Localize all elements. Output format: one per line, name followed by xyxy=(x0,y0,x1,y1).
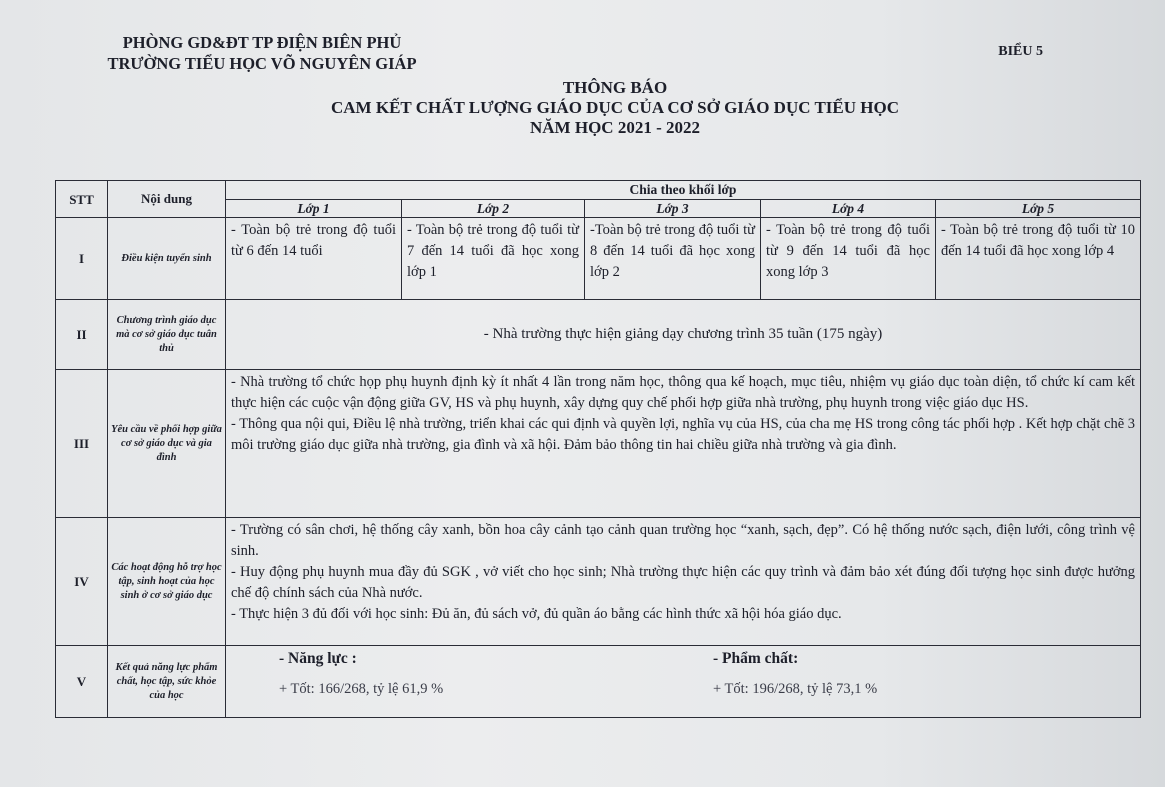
table-row xyxy=(56,518,1141,646)
grade-cell: - Toàn bộ trẻ trong độ tuổi từ 6 đến 14 tuổi xyxy=(226,218,402,300)
table-row xyxy=(56,370,1141,518)
col-header-content: Nội dung xyxy=(108,181,226,218)
cooperation-cell xyxy=(226,370,1141,518)
col-header-stt: STT xyxy=(56,181,108,218)
row-label: Yêu cầu về phối hợp giữa cơ sở giáo dục và gia đình xyxy=(108,370,226,518)
document-title xyxy=(200,78,1030,138)
table-row xyxy=(56,300,1141,370)
row-number: III xyxy=(56,370,108,518)
results-row xyxy=(231,648,1135,700)
grade-header: Lớp 1 xyxy=(226,200,402,218)
table-row xyxy=(56,646,1141,718)
row-label: Điều kiện tuyển sinh xyxy=(108,218,226,300)
row-number: IV xyxy=(56,518,108,646)
row-label: Kết quả năng lực phẩm chất, học tập, sức khỏe của học xyxy=(108,646,226,718)
grade-cell: - Toàn bộ trẻ trong độ tuổi từ 10 đến 14 tuổi đã học xong lớp 4 xyxy=(936,218,1141,300)
grade-header: Lớp 5 xyxy=(936,200,1141,218)
competence-value: + Tốt: 166/268, tỷ lệ 61,9 % xyxy=(279,681,444,697)
quality-result xyxy=(683,648,1135,700)
commitment-table xyxy=(55,180,1141,718)
school-name: TRƯỜNG TIỂU HỌC VÕ NGUYÊN GIÁP xyxy=(107,54,417,73)
grade-header: Lớp 4 xyxy=(761,200,936,218)
form-label: BIỂU 5 xyxy=(998,44,1043,59)
row-number: V xyxy=(56,646,108,718)
quality-value: + Tốt: 196/268, tỷ lệ 73,1 % xyxy=(713,681,878,697)
paragraph: - Trường có sân chơi, hệ thống cây xanh, bồn hoa cây cảnh tạo cảnh quan trường học “xanh, sạch, đẹp”. Có hệ thống nước sạch, điện lưới, công trình vệ sinh. xyxy=(231,522,1135,559)
row-number: I xyxy=(56,218,108,300)
title-line-1: THÔNG BÁO xyxy=(562,78,668,97)
title-line-3: NĂM HỌC 2021 - 2022 xyxy=(530,118,700,137)
competence-result xyxy=(231,648,683,700)
issuing-organization xyxy=(62,32,462,74)
program-text: - Nhà trường thực hiện giảng dạy chương trình 35 tuần (175 ngày) xyxy=(226,300,1141,370)
grade-cell: -Toàn bộ trẻ trong độ tuổi từ 8 đến 14 tuổi đã học xong lớp 2 xyxy=(585,218,761,300)
row-number: II xyxy=(56,300,108,370)
quality-title: - Phẩm chất: xyxy=(713,650,799,667)
paragraph: - Thông qua nội qui, Điều lệ nhà trường, triển khai các qui định và quyền lợi, nghĩa vụ của HS, của cha mẹ HS trong công tác phối hợp . Kết hợp chặt chẽ 3 môi trường giáo dục giữa nhà trường, gia đình và xã hội. Đảm bảo thông tin hai chiều giữa nhà trường và gia đình. xyxy=(231,416,1136,453)
table-row xyxy=(56,218,1141,300)
grade-header: Lớp 2 xyxy=(402,200,585,218)
paragraph: - Nhà trường tổ chức họp phụ huynh định kỳ ít nhất 4 lần trong năm học, thông qua kế hoạch, mục tiêu, nhiệm vụ giáo dục toàn diện, tổ chức kí cam kết thực hiện các cuộc vận động giữa GV, HS và phụ huynh, xây dựng quy chế phối hợp giữa nhà trường, phụ huynh trong việc giáo dục HS. xyxy=(231,374,1135,411)
grade-header: Lớp 3 xyxy=(585,200,761,218)
support-activities-cell xyxy=(226,518,1141,646)
row-label: Chương trình giáo dục mà cơ sở giáo dục tuân thủ xyxy=(108,300,226,370)
department-name: PHÒNG GD&ĐT TP ĐIỆN BIÊN PHỦ xyxy=(122,33,402,52)
grade-cell: - Toàn bộ trẻ trong độ tuổi từ 9 đến 14 tuổi đã học xong lớp 3 xyxy=(761,218,936,300)
paragraph: - Huy động phụ huynh mua đầy đủ SGK , vở viết cho học sinh; Nhà trường thực hiện các quy trình và đảm bảo xét đúng đối tượng học sinh được hưởng chế độ chính sách của Nhà nước. xyxy=(231,564,1135,601)
title-line-2: CAM KẾT CHẤT LƯỢNG GIÁO DỤC CỦA CƠ SỞ GIÁO DỤC TIỂU HỌC xyxy=(331,98,899,117)
grade-cell: - Toàn bộ trẻ trong độ tuổi từ 7 đến 14 tuổi đã học xong lớp 1 xyxy=(402,218,585,300)
header-row xyxy=(56,181,1141,200)
col-header-grade-group: Chia theo khối lớp xyxy=(226,181,1141,200)
results-cell xyxy=(226,646,1141,718)
competence-title: - Năng lực : xyxy=(279,650,357,667)
paragraph: - Thực hiện 3 đủ đối với học sinh: Đủ ăn, đủ sách vở, đủ quần áo bằng các hình thức xã hội hóa giáo dục. xyxy=(231,606,842,622)
row-label: Các hoạt động hỗ trợ học tập, sinh hoạt của học sinh ở cơ sở giáo dục xyxy=(108,518,226,646)
